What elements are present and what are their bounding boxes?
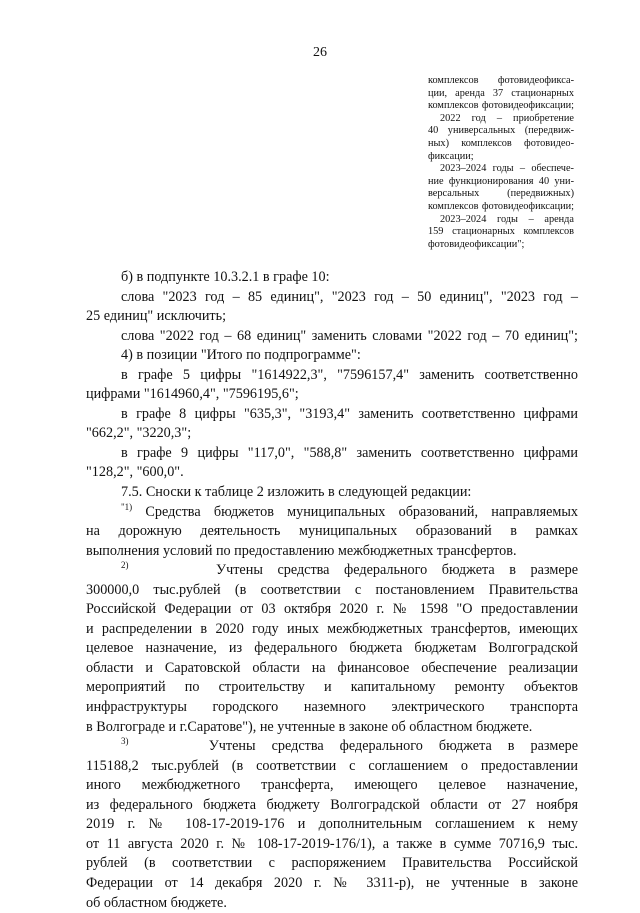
paragraph-line: от 11 августа 2020 г. № 108-17-2019-176/1), а также в сумме 70716,9 тыс. [86,835,578,855]
side-note-line: 2023–2024 годы – аренда [428,214,574,227]
side-note-line: 2022 год – приобретение [428,113,574,126]
paragraph-line: в графе 9 цифры "117,0", "588,8" заменить соответственно цифрами [86,444,578,464]
paragraph-line: 300000,0 тыс.рублей (в соответствии с постановлением Правительства [86,581,578,601]
side-note-line: комплексов фотовидеофиксации; [428,100,574,113]
paragraph-line: в графе 5 цифры "1614922,3", "7596157,4" заменить соответственно [86,366,578,386]
side-note-line: комплексов фотовидеофикса- [428,75,574,88]
paragraph-line: цифрами "1614960,4", "7596195,6"; [86,385,578,405]
paragraph-line: в графе 8 цифры "635,3", "3193,4" заменить соответственно цифрами [86,405,578,425]
side-note-line: ние функционирования 40 уни- [428,176,574,189]
footnote-text: Учтены средства федерального бюджета в размере [216,562,578,578]
paragraph-line: выполнения условий по предоставлению межбюджетных трансфертов. [86,542,578,562]
paragraph-line: и распределении в 2020 году иных межбюджетных трансфертов, имеющих [86,620,578,640]
paragraph-line: области и Саратовской области на финансовое обеспечение реализации [86,659,578,679]
paragraph-line: из федерального бюджета бюджету Волгоградской области от 27 ноября [86,796,578,816]
footnote-text: Средства бюджетов муниципальных образований, направляемых [145,504,578,520]
side-note-line: комплексов фотовидеофиксации; [428,201,574,214]
side-note [428,75,574,251]
paragraph-line: иного межбюджетного трансферта, имеющего целевое назначение, [86,776,578,796]
paragraph-line: 115188,2 тыс.рублей (в соответствии с соглашением о предоставлении [86,757,578,777]
side-note-line: 2023–2024 годы – обеспече- [428,163,574,176]
paragraph-line: слова "2022 год – 68 единиц" заменить словами "2022 год – 70 единиц"; [86,327,578,347]
paragraph-line: мероприятий по строительству и капитальному ремонту объектов [86,678,578,698]
page-number: 26 [0,45,640,61]
paragraph-line: целевое назначение, из федерального бюджета бюджетам Волгоградской [86,639,578,659]
footnote-1-first-line [86,503,578,523]
side-note-line: версальных (передвижных) [428,188,574,201]
paragraph-line: 25 единиц" исключить; [86,307,578,327]
side-note-line: ных) комплексов фотовидео- [428,138,574,151]
paragraph-line: "662,2", "3220,3"; [86,424,578,444]
paragraph-line: рублей (в соответствии с распоряжением Правительства Российской [86,854,578,874]
paragraph-line: слова "2023 год – 85 единиц", "2023 год – 50 единиц", "2023 год – [86,288,578,308]
footnote-text: Учтены средства федерального бюджета в размере [209,738,578,754]
paragraph-line: об областном бюджете. [86,894,578,913]
paragraph-line: Российской Федерации от 03 октября 2020 г. № 1598 "О предоставлении [86,600,578,620]
footnote-marker: 3) [121,736,129,746]
side-note-line: фиксации; [428,151,574,164]
paragraph-line: на дорожную деятельность муниципальных образований в рамках [86,522,578,542]
side-note-line: ции, аренда 37 стационарных [428,88,574,101]
footnote-2-first-line [86,561,578,581]
paragraph-line: инфраструктуры городского наземного электрического транспорта [86,698,578,718]
side-note-line: 40 универсальных (передвиж- [428,125,574,138]
main-text [86,268,578,913]
footnote-3-first-line [86,737,578,757]
paragraph-line: б) в подпункте 10.3.2.1 в графе 10: [86,268,578,288]
paragraph-line: 2019 г. № 108-17-2019-176 и дополнительным соглашением к нему [86,815,578,835]
footnote-marker: "1) [121,502,132,512]
paragraph-line: Федерации от 14 декабря 2020 г. № 3311-р), не учтенные в законе [86,874,578,894]
side-note-line: 159 стационарных комплексов [428,226,574,239]
paragraph-line: 4) в позиции "Итого по подпрограмме": [86,346,578,366]
paragraph-line: "128,2", "600,0". [86,463,578,483]
footnote-marker: 2) [121,560,129,570]
side-note-line: фотовидеофиксации"; [428,239,574,252]
paragraph-line: 7.5. Сноски к таблице 2 изложить в следующей редакции: [86,483,578,503]
paragraph-line: в Волгограде и г.Саратове"), не учтенные в законе об областном бюджете. [86,718,578,738]
